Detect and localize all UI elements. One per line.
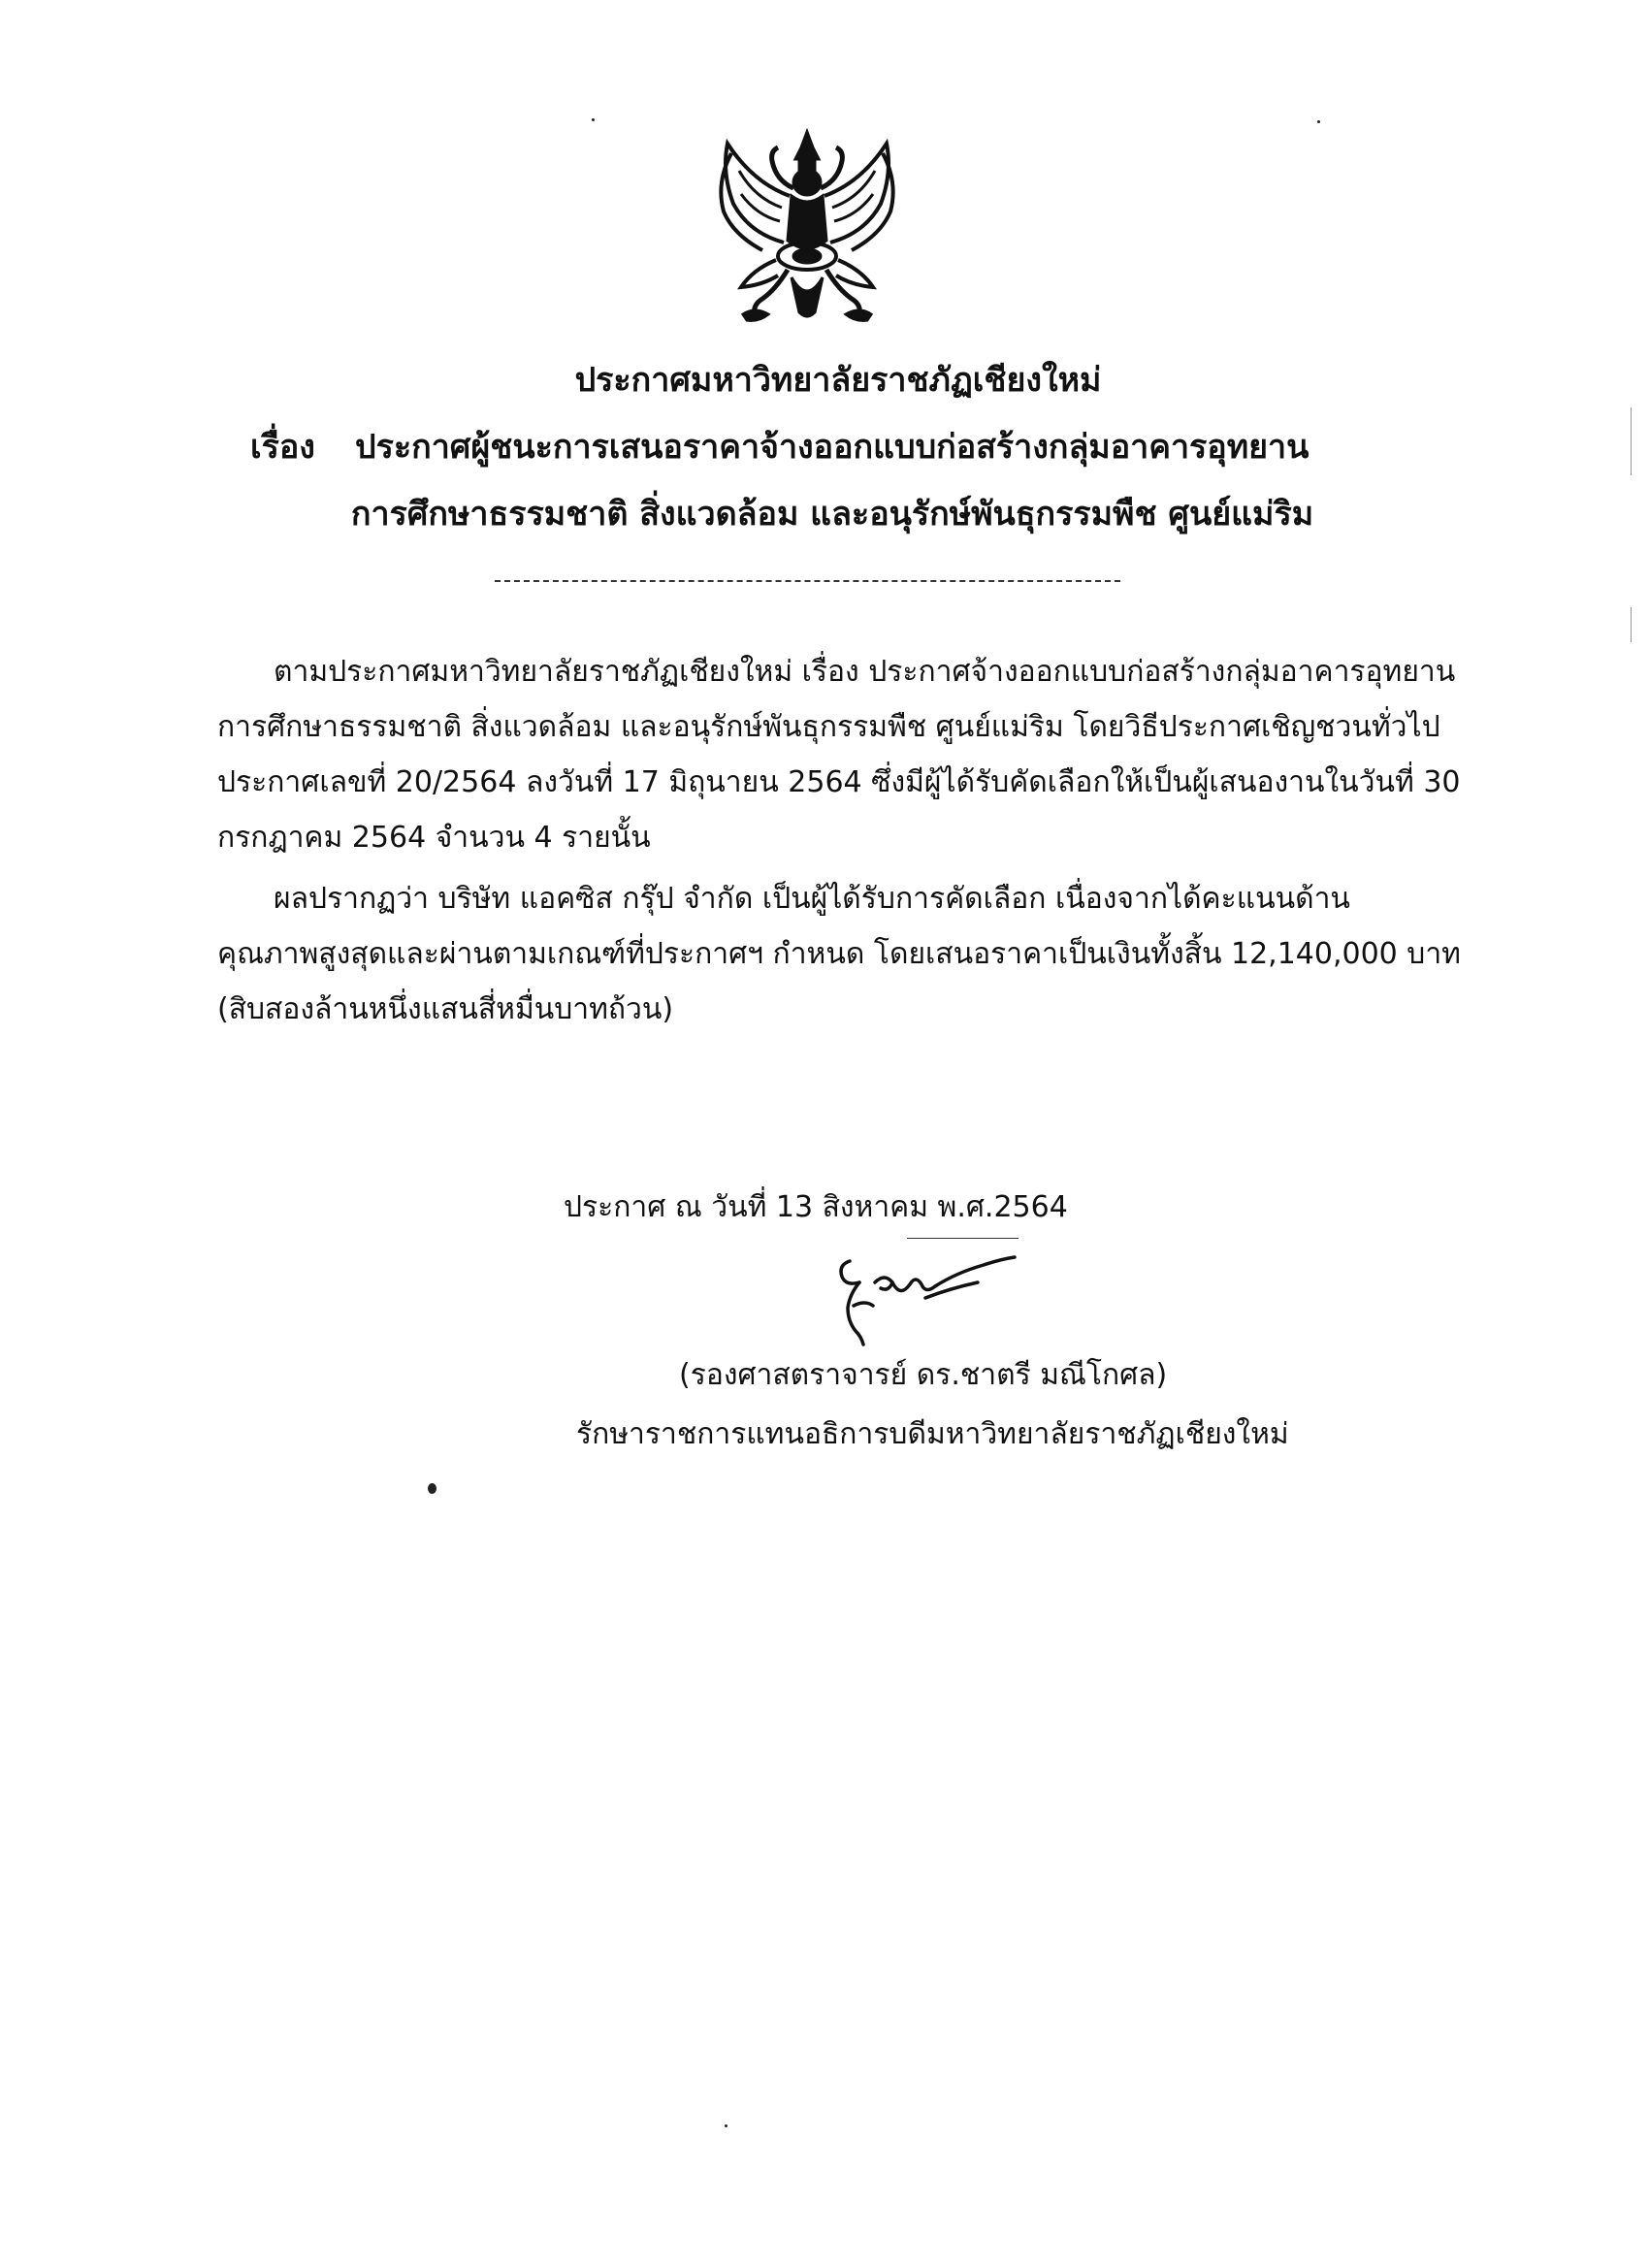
- subject-row: [250, 426, 1309, 469]
- date-underline: [907, 1238, 1018, 1239]
- scan-speck: [592, 118, 595, 121]
- scan-edge-mark: [1631, 607, 1633, 642]
- signer-title: รักษาราชการแทนอธิการบดีมหาวิทยาลัยราชภัฏเชียงใหม่: [576, 1417, 1289, 1451]
- scan-speck: [725, 2124, 728, 2127]
- announcement-title: ประกาศมหาวิทยาลัยราชภัฏเชียงใหม่: [574, 361, 1102, 400]
- subject-label: เรื่อง: [250, 428, 315, 467]
- paragraph-1-line-4: กรกฎาคม 2564 จำนวน 4 รายนั้น: [217, 821, 651, 855]
- paragraph-1-line-3: ประกาศเลขที่ 20/2564 ลงวันที่ 17 มิถุนายน 2564 ซึ่งมีผู้ได้รับคัดเลือกให้เป็นผู้เสนองานในวันที่ 30: [217, 765, 1461, 799]
- paragraph-2-line-1: ผลปรากฏว่า บริษัท แอคซิส กรุ๊ป จำกัด เป็นผู้ได้รับการคัดเลือก เนื่องจากได้คะแนนด้าน: [274, 882, 1350, 916]
- handwritten-signature: [821, 1244, 1024, 1350]
- paragraph-2-line-3: (สิบสองล้านหนึ่งแสนสี่หมื่นบาทถ้วน): [217, 992, 674, 1026]
- paragraph-2-line-2: คุณภาพสูงสุดและผ่านตามเกณฑ์ที่ประกาศฯ กำหนด โดยเสนอราคาเป็นเงินทั้งสิ้น 12,140,000 บาท: [217, 937, 1461, 971]
- scan-speck: [428, 1483, 436, 1494]
- garuda-emblem-icon: [695, 114, 920, 340]
- announcement-date: ประกาศ ณ วันที่ 13 สิงหาคม พ.ศ.2564: [564, 1190, 1068, 1224]
- scan-speck: [1317, 120, 1320, 123]
- paragraph-1: [217, 644, 1461, 865]
- paragraph-1-line-2: การศึกษาธรรมชาติ สิ่งแวดล้อม และอนุรักษ์พันธุกรรมพืช ศูนย์แม่ริม โดยวิธีประกาศเชิญชวนทั่วไป: [217, 710, 1440, 744]
- signer-name: (รองศาสตราจารย์ ดร.ชาตรี มณีโกศล): [679, 1358, 1168, 1392]
- subject-line-1: ประกาศผู้ชนะการเสนอราคาจ้างออกแบบก่อสร้างกลุ่มอาคารอุทยาน: [355, 428, 1310, 467]
- paragraph-1-line-1: ตามประกาศมหาวิทยาลัยราชภัฏเชียงใหม่ เรื่อง ประกาศจ้างออกแบบก่อสร้างกลุ่มอาคารอุทยาน: [274, 655, 1456, 689]
- subject-line-2: การศึกษาธรรมชาติ สิ่งแวดล้อม และอนุรักษ์พันธุกรรมพืช ศูนย์แม่ริม: [350, 495, 1314, 534]
- scan-edge-mark: [1631, 407, 1633, 475]
- paragraph-2: [217, 871, 1461, 1037]
- dashed-divider: [495, 580, 1120, 582]
